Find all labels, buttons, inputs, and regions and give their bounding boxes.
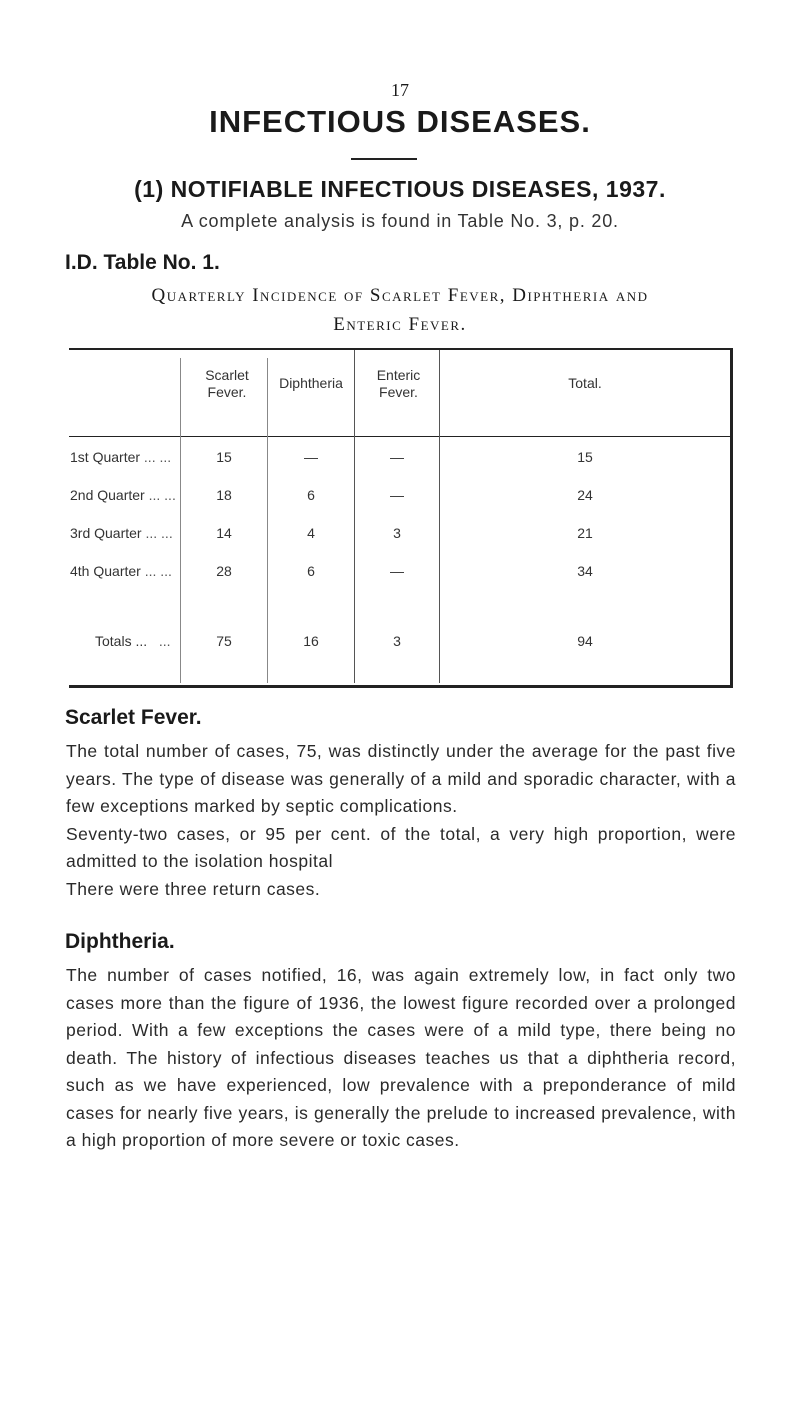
q1-enteric: — <box>390 449 404 465</box>
q3-total: 21 <box>577 525 593 541</box>
diphtheria-text <box>66 962 736 1155</box>
scarlet-para-1: The total number of cases, 75, was distinctly under the average for the past five years. The type of disease was generally of a mild and sporadic character, with a few exceptions marked by septic complications. <box>66 741 736 816</box>
q1-total: 15 <box>577 449 593 465</box>
table-top-border <box>69 348 733 350</box>
totals-scarlet: 75 <box>216 633 232 649</box>
row-label-q1 <box>70 449 171 465</box>
reference-line: A complete analysis is found in Table No. 3, p. 20. <box>181 211 619 231</box>
q2-diphtheria: 6 <box>307 487 315 503</box>
row-label-q4 <box>70 563 172 579</box>
row-label-text: 4th Quarter <box>70 563 141 579</box>
table-right-border <box>730 348 733 688</box>
diphtheria-para-1: The number of cases notified, 16, was again extremely low, in fact only two cases more than the figure of 1936, the lowest figure recorded over a prolonged period. With a few exceptions the cases were of a mild type, there being no death. The history of infectious diseases teaches us that a diphtheria record, such as we have experienced, low prevalence with a preponderance of mild cases for nearly five years, is generally the prelude to increased prevalence, with a high proportion of more severe or toxic cases. <box>66 965 736 1150</box>
q2-scarlet: 18 <box>216 487 232 503</box>
row-dots: ... <box>158 633 171 649</box>
row-label-text: 1st Quarter <box>70 449 141 465</box>
q3-scarlet: 14 <box>216 525 232 541</box>
row-label-text: Totals ... <box>95 633 148 649</box>
q2-enteric: — <box>390 487 404 503</box>
table-bottom-border <box>69 685 733 688</box>
page-title: INFECTIOUS DISEASES. <box>209 104 591 139</box>
table-header-rule <box>69 436 733 437</box>
row-label-text: 3rd Quarter <box>70 525 142 541</box>
totals-enteric: 3 <box>393 633 401 649</box>
page-number: 17 <box>391 80 409 100</box>
scarlet-para-2: Seventy-two cases, or 95 per cent. of the total, a very high proportion, were admitted to the isolation hospital <box>66 823 736 871</box>
header-enteric-fever: Enteric Fever. <box>376 367 421 400</box>
incidence-table <box>69 348 733 688</box>
diphtheria-heading: Diphtheria. <box>65 930 175 953</box>
table-caption-line2: Enteric Fever. <box>333 314 467 335</box>
row-label-totals <box>95 633 170 649</box>
section-heading: (1) NOTIFIABLE INFECTIOUS DISEASES, 1937. <box>134 176 666 202</box>
q1-scarlet: 15 <box>216 449 232 465</box>
q4-scarlet: 28 <box>216 563 232 579</box>
header-scarlet-fever: Scarlet Fever. <box>205 367 249 400</box>
header-diphtheria: Diphtheria <box>279 375 343 391</box>
q4-total: 34 <box>577 563 593 579</box>
scarlet-para-3: There were three return cases. <box>66 878 321 899</box>
totals-diphtheria: 16 <box>303 633 319 649</box>
scarlet-fever-heading: Scarlet Fever. <box>65 706 202 729</box>
row-label-text: 2nd Quarter <box>70 487 145 503</box>
row-dots: ... ... <box>143 449 172 465</box>
q3-diphtheria: 4 <box>307 525 315 541</box>
q4-enteric: — <box>390 563 404 579</box>
q2-total: 24 <box>577 487 593 503</box>
q3-enteric: 3 <box>393 525 401 541</box>
title-divider <box>351 158 417 160</box>
table-caption-line1: Quarterly Incidence of Scarlet Fever, Diphtheria and <box>151 285 649 306</box>
row-label-q3 <box>70 525 173 541</box>
row-dots: ... ... <box>145 525 173 541</box>
row-label-q2 <box>70 487 176 503</box>
row-dots: ... ... <box>148 487 176 503</box>
header-total: Total. <box>568 375 602 391</box>
q4-diphtheria: 6 <box>307 563 315 579</box>
table-label: I.D. Table No. 1. <box>65 251 220 274</box>
scarlet-fever-text <box>66 738 736 903</box>
row-dots: ... ... <box>144 563 172 579</box>
totals-total: 94 <box>577 633 593 649</box>
q1-diphtheria: — <box>304 449 318 465</box>
